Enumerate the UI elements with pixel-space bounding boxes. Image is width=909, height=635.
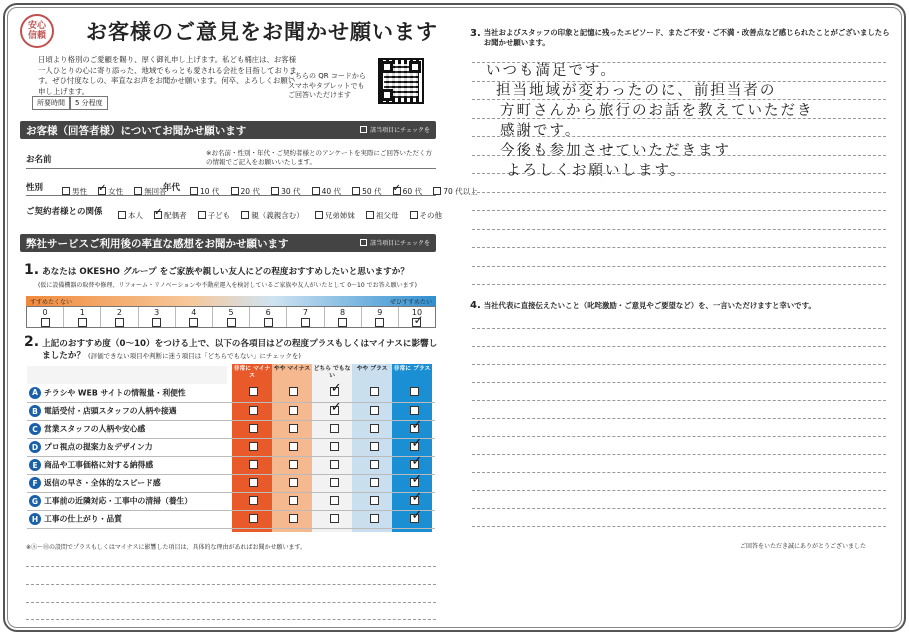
rating-cell[interactable] xyxy=(354,474,394,492)
rating-cell[interactable] xyxy=(234,456,274,474)
scale-option[interactable] xyxy=(101,307,138,327)
gender-options xyxy=(62,180,173,199)
scale-number: 1 xyxy=(79,308,85,317)
rating-cell[interactable] xyxy=(234,438,274,456)
scale-option[interactable] xyxy=(362,307,399,327)
checkbox-icon[interactable] xyxy=(289,460,298,469)
time-label: 所要時間 xyxy=(32,96,70,110)
checkbox-icon[interactable] xyxy=(330,387,339,396)
rating-cell[interactable] xyxy=(274,384,314,402)
checkbox-icon[interactable] xyxy=(289,514,298,523)
answer-line[interactable] xyxy=(472,284,886,285)
handwritten-line: 担当地域が変わったのに、前担当者の xyxy=(496,83,777,99)
option-label: 祖父母 xyxy=(375,210,399,220)
scale-option[interactable] xyxy=(399,307,435,327)
q1-header xyxy=(24,262,444,278)
scale-number: 4 xyxy=(191,308,197,317)
section1-hint-text: 該当項目にチェックを xyxy=(370,127,430,134)
q3-number: 3. xyxy=(470,28,481,39)
rating-item xyxy=(27,384,234,402)
checkbox-icon[interactable] xyxy=(41,318,50,327)
rating-cell[interactable] xyxy=(354,384,394,402)
item-label: 商品や工事価格に対する納得感 xyxy=(44,460,154,470)
option-label: 60 代 xyxy=(402,186,423,196)
checkbox-icon[interactable] xyxy=(370,406,379,415)
answer-line[interactable] xyxy=(26,602,436,603)
rating-cell[interactable] xyxy=(354,492,394,510)
item-badge: G xyxy=(29,495,41,507)
checkbox-icon[interactable] xyxy=(271,187,279,195)
item-badge: B xyxy=(29,405,41,417)
item-badge: F xyxy=(29,477,41,489)
scale-number: 0 xyxy=(42,308,48,317)
checkbox-icon xyxy=(360,126,367,133)
scale-option[interactable] xyxy=(176,307,213,327)
scale-number: 6 xyxy=(265,308,271,317)
checkbox-icon[interactable] xyxy=(190,187,198,195)
scale-option[interactable] xyxy=(64,307,101,327)
checkbox-icon[interactable] xyxy=(315,211,323,219)
q2-note: (評価できない項目や判断に迷う項目は「どちらでもない」にチェックを) xyxy=(88,352,301,360)
answer-line[interactable] xyxy=(472,328,886,329)
qr-text: こちらの QR コードからスマホやタブレットでもご回答いただけます xyxy=(288,72,366,99)
scale-option[interactable] xyxy=(139,307,176,327)
answer-line[interactable] xyxy=(26,619,436,620)
rating-cell[interactable] xyxy=(314,420,354,438)
thanks-text: ご回答をいただき誠にありがとうございました xyxy=(740,543,867,550)
scale-option[interactable] xyxy=(27,307,64,327)
checkbox-icon[interactable] xyxy=(366,211,374,219)
rating-cell[interactable] xyxy=(234,420,274,438)
rating-row xyxy=(27,384,435,402)
answer-line[interactable] xyxy=(472,192,886,193)
checkbox-icon[interactable] xyxy=(433,187,441,195)
checkbox-icon[interactable] xyxy=(289,496,298,505)
checkbox-icon[interactable] xyxy=(115,318,124,327)
company-seal: 安心 信頼 xyxy=(20,14,54,48)
answer-line[interactable] xyxy=(472,436,886,437)
section2-title: 弊社サービスご利用後の率直な感想をお聞かせ願います xyxy=(26,237,289,250)
option-label: 親（義親含む） xyxy=(251,210,304,220)
option-label: 20 代 xyxy=(240,186,260,196)
checkbox-icon[interactable] xyxy=(370,496,379,505)
option-label: 女性 xyxy=(108,186,124,196)
answer-line[interactable] xyxy=(472,526,886,527)
rating-cell[interactable] xyxy=(354,402,394,420)
answer-line[interactable] xyxy=(472,400,886,401)
item-label: 電話受付・店頭スタッフの人柄や接遇 xyxy=(44,406,177,416)
item-label: 返信の早さ・全体的なスピード感 xyxy=(44,478,161,488)
item-label: 工事の仕上がり・品質 xyxy=(44,514,122,524)
checkbox-icon[interactable] xyxy=(370,514,379,523)
column-header: やや プラス xyxy=(356,366,388,372)
option-label: 兄弟姉妹 xyxy=(324,210,355,220)
checkbox-icon[interactable] xyxy=(410,478,419,487)
rating-cell[interactable] xyxy=(314,456,354,474)
relation-option-other[interactable] xyxy=(410,210,443,221)
relation-option-grandparent[interactable] xyxy=(366,210,399,221)
q4-header xyxy=(470,300,890,311)
q1-title: あなたは OKESHO グループ をご家族や親しい友人にどの程度おすすめしたいと思いますか？ xyxy=(42,267,409,277)
checkbox-icon[interactable] xyxy=(330,514,339,523)
rating-cell[interactable] xyxy=(274,402,314,420)
section2-band xyxy=(20,234,436,252)
scale-number: 5 xyxy=(228,308,234,317)
checkbox-icon[interactable] xyxy=(98,187,106,195)
item-label: チラシや WEB サイトの情報量・利便性 xyxy=(44,388,186,398)
rating-item xyxy=(27,492,234,510)
option-label: 70 代以上 xyxy=(443,186,478,196)
q4-title: 当社代表に直接伝えたいこと（叱咤激励・ご意見やご要望など）を、一言いただけますと幸いです。 xyxy=(483,301,816,310)
checkbox-icon[interactable] xyxy=(249,442,258,451)
scale-number: 7 xyxy=(302,308,308,317)
section2-hint-text: 該当項目にチェックを xyxy=(370,240,430,247)
rating-cell[interactable] xyxy=(234,474,274,492)
checkbox-icon[interactable] xyxy=(352,187,360,195)
rating-row xyxy=(27,474,435,492)
rating-row xyxy=(27,492,435,510)
option-label: 男性 xyxy=(72,186,87,196)
rating-cell[interactable] xyxy=(354,420,394,438)
option-label: 10 代 xyxy=(200,186,220,196)
scale-number: 9 xyxy=(377,308,383,317)
rating-cell[interactable] xyxy=(395,384,435,402)
handwritten-line: 今後も参加させていただきます xyxy=(500,143,731,159)
rating-cell[interactable] xyxy=(274,420,314,438)
checkbox-icon[interactable] xyxy=(410,514,419,523)
scale-high-label: ぜひすすめたい xyxy=(389,299,432,306)
rating-item xyxy=(27,438,234,456)
answer-line[interactable] xyxy=(472,472,886,473)
rating-item xyxy=(27,510,234,528)
qr-code-icon[interactable] xyxy=(378,58,424,104)
answer-line[interactable] xyxy=(472,229,886,230)
item-badge: E xyxy=(29,459,41,471)
rating-cell[interactable] xyxy=(274,492,314,510)
item-label: プロ視点の提案力＆デザイン力 xyxy=(44,442,153,452)
checkbox-icon[interactable] xyxy=(410,460,419,469)
answer-line[interactable] xyxy=(26,584,436,585)
handwritten-line: 感謝です。 xyxy=(500,123,582,139)
checkbox-icon[interactable] xyxy=(330,424,339,433)
answer-line[interactable] xyxy=(472,364,886,365)
section1-title: お客様（回答者様）についてお聞かせ願います xyxy=(26,124,247,137)
checkbox-icon[interactable] xyxy=(198,211,206,219)
relation-option-self[interactable] xyxy=(118,210,143,221)
page-title: お客様のご意見をお聞かせ願います xyxy=(86,20,438,44)
rating-item xyxy=(27,402,234,420)
checkbox-icon[interactable] xyxy=(289,387,298,396)
answer-line[interactable] xyxy=(26,566,436,567)
q4-number: 4. xyxy=(470,300,481,311)
checkbox-icon[interactable] xyxy=(289,424,298,433)
rating-cell[interactable] xyxy=(274,456,314,474)
checkbox-icon[interactable] xyxy=(227,318,236,327)
checkbox-icon[interactable] xyxy=(410,211,418,219)
relation-label: ご契約者様との関係 xyxy=(26,207,103,217)
item-badge: D xyxy=(29,441,41,453)
rating-cell[interactable] xyxy=(234,384,274,402)
rating-item xyxy=(27,474,234,492)
name-note: ※お名前・性別・年代・ご契約者様とのアンケートを実際にご回答いただく方の情報でご記入をお願いいたします。 xyxy=(206,149,433,166)
column-header: 非常に マイナス xyxy=(233,366,271,379)
checkbox-icon[interactable] xyxy=(231,187,239,195)
checkbox-icon[interactable] xyxy=(78,318,87,327)
checkbox-icon[interactable] xyxy=(393,187,401,195)
checkbox-icon[interactable] xyxy=(370,478,379,487)
answer-line[interactable] xyxy=(472,418,886,419)
checkbox-icon[interactable] xyxy=(370,387,379,396)
checkbox-icon[interactable] xyxy=(289,406,298,415)
rating-cell[interactable] xyxy=(234,402,274,420)
item-badge: A xyxy=(29,387,41,399)
checkbox-icon[interactable] xyxy=(249,496,258,505)
name-field[interactable] xyxy=(26,168,436,169)
recommend-scale xyxy=(26,306,436,328)
scale-number: 3 xyxy=(154,308,160,317)
checkbox-icon[interactable] xyxy=(330,406,339,415)
checkbox-icon[interactable] xyxy=(410,406,419,415)
option-label: その他 xyxy=(419,210,443,220)
checkbox-icon[interactable] xyxy=(370,460,379,469)
item-label: 営業スタッフの人柄や安心感 xyxy=(44,424,146,434)
option-label: 本人 xyxy=(128,210,143,220)
section2-hint xyxy=(360,238,430,247)
checkbox-icon[interactable] xyxy=(62,187,70,195)
option-label: 配偶者 xyxy=(164,210,187,220)
answer-line[interactable] xyxy=(472,382,886,383)
section1-band xyxy=(20,121,436,139)
section1-hint xyxy=(360,125,430,134)
answer-line[interactable] xyxy=(472,454,886,455)
q2-title xyxy=(42,338,444,362)
scale-option[interactable] xyxy=(250,307,287,327)
checkbox-icon[interactable] xyxy=(330,460,339,469)
age-label: 年代 xyxy=(163,183,181,193)
checkbox-icon[interactable] xyxy=(312,187,320,195)
column-header: やや マイナス xyxy=(273,366,311,372)
rating-cell[interactable] xyxy=(354,438,394,456)
answer-line[interactable] xyxy=(472,266,886,267)
scale-number: 2 xyxy=(116,308,123,317)
option-label: 30 代 xyxy=(281,186,301,196)
name-label: お名前 xyxy=(26,155,52,165)
q2-header xyxy=(24,334,444,362)
item-badge: H xyxy=(29,513,41,525)
item-badge: C xyxy=(29,423,41,435)
checkbox-icon[interactable] xyxy=(118,211,126,219)
rating-row xyxy=(27,420,435,438)
rating-cell[interactable] xyxy=(274,510,314,528)
checkbox-icon[interactable] xyxy=(289,442,298,451)
checkbox-icon[interactable] xyxy=(370,424,379,433)
checkbox-icon[interactable] xyxy=(249,406,258,415)
scale-low-label: すすめたくない xyxy=(30,299,73,306)
rating-cell[interactable] xyxy=(314,474,354,492)
checkbox-icon[interactable] xyxy=(249,514,258,523)
q1-note: (仮に設備機器の取替や修理、リフォーム・リノベーションや不動産運入を検討しているご家族や友人がいたとして 0～10 でお答え願います) xyxy=(38,282,417,289)
rating-item xyxy=(27,456,234,474)
rating-cell[interactable] xyxy=(274,474,314,492)
option-label: 無回答 xyxy=(144,186,167,196)
rating-row xyxy=(27,402,435,420)
age-option-70[interactable] xyxy=(433,186,477,197)
checkbox-icon[interactable] xyxy=(410,442,419,451)
scale-number: 10 xyxy=(411,308,423,317)
handwritten-line: よろしくお願いします。 xyxy=(506,163,687,179)
time-value: 5 分程度 xyxy=(70,96,108,110)
relation-option-parent[interactable] xyxy=(241,210,304,221)
q2-number: 2. xyxy=(24,334,40,350)
relation-option-spouse[interactable] xyxy=(154,210,187,221)
rating-cell[interactable] xyxy=(274,438,314,456)
rating-cell[interactable] xyxy=(314,492,354,510)
checkbox-icon[interactable] xyxy=(189,318,198,327)
q3-title: 当社およびスタッフの印象と記憶に残ったエピソード、またご不安・ご不満・改善点など感じられたことがございましたらお聞かせ願います。 xyxy=(483,28,890,47)
checkbox-icon[interactable] xyxy=(370,442,379,451)
answer-line[interactable] xyxy=(472,346,886,347)
checkbox-icon[interactable] xyxy=(330,442,339,451)
scale-bar xyxy=(26,296,436,306)
time-tag xyxy=(32,96,108,110)
footnote: ※Ⓐ～Ⓗの設問でプラスもしくはマイナスに影響した項目は、具体的な理由があればお聞かせ願います。 xyxy=(26,544,307,551)
checkbox-icon[interactable] xyxy=(249,424,258,433)
scale-option[interactable] xyxy=(287,307,324,327)
rating-cell[interactable] xyxy=(314,510,354,528)
intro-text: 日頃より格別のご愛顧を賜り、厚く御礼申し上げます。私ども桶庄は、お客様一人ひとりの心に寄り添った、地域でもっとも愛される会社を目指しております。ぜひ忖度なしの、率直なお声をお聞かせ願います。何卒、よろしくお願い申し上げます。 xyxy=(38,55,297,96)
rating-cell[interactable] xyxy=(234,510,274,528)
checkbox-icon[interactable] xyxy=(249,387,258,396)
scale-option[interactable] xyxy=(325,307,362,327)
answer-line[interactable] xyxy=(472,210,886,211)
answer-line[interactable] xyxy=(472,247,886,248)
checkbox-icon[interactable] xyxy=(289,478,298,487)
checkbox-icon[interactable] xyxy=(241,211,249,219)
q2-title-text: 上記のおすすめ度（0～10）をつける上で、以下の各項目はどの程度プラスもしくはマイナスに影響しましたか？ xyxy=(42,339,438,361)
scale-number: 8 xyxy=(340,308,346,317)
rating-cell[interactable] xyxy=(314,438,354,456)
item-label: 工事前の近隣対応・工事中の清掃（養生） xyxy=(44,496,193,506)
option-label: 40 代 xyxy=(321,186,342,196)
q3-header xyxy=(470,28,890,48)
handwritten-line: いつも満足です。 xyxy=(486,63,617,79)
relation-option-sibling[interactable] xyxy=(315,210,355,221)
answer-line[interactable] xyxy=(472,508,886,509)
checkbox-icon[interactable] xyxy=(249,460,258,469)
rating-cell[interactable] xyxy=(234,492,274,510)
rating-row xyxy=(27,510,435,528)
checkbox-icon[interactable] xyxy=(134,187,142,195)
column-header: 非常に プラス xyxy=(393,366,431,372)
answer-line[interactable] xyxy=(472,490,886,491)
checkbox-icon[interactable] xyxy=(330,478,339,487)
checkbox-icon[interactable] xyxy=(412,318,421,327)
scale-option[interactable] xyxy=(213,307,250,327)
checkbox-icon[interactable] xyxy=(154,211,162,219)
rating-item xyxy=(27,420,234,438)
checkbox-icon[interactable] xyxy=(410,496,419,505)
checkbox-icon[interactable] xyxy=(410,387,419,396)
age-options xyxy=(190,180,484,199)
rating-cell[interactable] xyxy=(395,510,435,528)
rating-header-spacer xyxy=(27,366,227,384)
checkbox-icon[interactable] xyxy=(375,318,384,327)
checkbox-icon[interactable] xyxy=(338,318,347,327)
rating-cell[interactable] xyxy=(354,510,394,528)
q1-number: 1. xyxy=(24,262,40,278)
rating-cell[interactable] xyxy=(314,402,354,420)
checkbox-icon[interactable] xyxy=(264,318,273,327)
checkbox-icon[interactable] xyxy=(410,424,419,433)
rating-table xyxy=(27,384,435,529)
rating-cell[interactable] xyxy=(354,456,394,474)
relation-option-child[interactable] xyxy=(198,210,231,221)
checkbox-icon[interactable] xyxy=(301,318,310,327)
gender-label: 性別 xyxy=(26,183,44,193)
rating-row xyxy=(27,438,435,456)
handwritten-line: 方町さんから旅行のお話を教えていただき xyxy=(500,103,814,119)
rating-row xyxy=(27,456,435,474)
checkbox-icon[interactable] xyxy=(152,318,161,327)
column-header: どちら でもない xyxy=(313,366,351,379)
checkbox-icon[interactable] xyxy=(249,478,258,487)
checkbox-icon[interactable] xyxy=(330,496,339,505)
relation-options xyxy=(118,204,448,223)
divider xyxy=(26,195,436,196)
option-label: 50 代 xyxy=(362,186,382,196)
option-label: 子ども xyxy=(207,210,231,220)
checkbox-icon xyxy=(360,239,367,246)
